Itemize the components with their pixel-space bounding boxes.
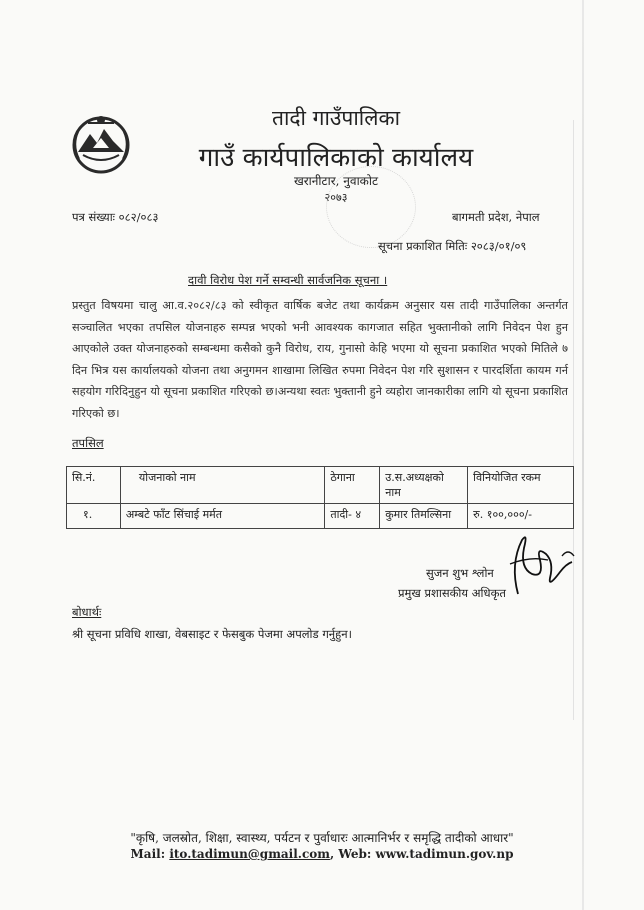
notice-subject: दावी विरोध पेश गर्ने सम्वन्धी सार्वजनिक सूचना । <box>188 273 388 287</box>
reference-number: पत्र संख्याः ०८२/०८३ <box>72 210 159 224</box>
mail-label: Mail: <box>130 847 166 861</box>
signatory-position: प्रमुख प्रशासकीय अधिकृत <box>398 586 506 600</box>
col-header-project-name: योजनाको नाम <box>120 467 324 504</box>
website-link[interactable]: www.tadimun.gov.np <box>375 847 514 861</box>
scan-edge-line <box>573 120 574 720</box>
province-label: बागमती प्रदेश, नेपाल <box>452 210 540 224</box>
cell-project-name: अम्बटे फाँट सिंचाई मर्मत <box>120 504 324 529</box>
col-header-serial: सि.नं. <box>67 467 121 504</box>
scan-edge-shadow <box>582 0 584 910</box>
faded-stamp <box>326 166 416 248</box>
cell-committee-chair: कुमार तिमल्सिना <box>380 504 468 529</box>
established-year: २०७३ <box>324 191 348 204</box>
footer-motto: "कृषि, जलस्रोत, शिक्षा, स्वास्थ्य, पर्यटन र पुर्वाधारः आत्मानिर्भर र समृद्धि तादीको आधार" <box>130 831 514 845</box>
office-address: खरानीटार, नुवाकोट <box>293 174 379 188</box>
cell-address: तादी- ४ <box>325 504 380 529</box>
footer-contact <box>0 847 644 861</box>
cc-text: श्री सूचना प्रविधि शाखा, वेबसाइट र फेसबुक पेजमा अपलोड गर्नुहुन। <box>72 627 353 641</box>
cc-label: बोधार्थः <box>72 605 102 619</box>
projects-table <box>66 466 574 529</box>
table-header-row <box>67 467 574 504</box>
published-date: सूचना प्रकाशित मितिः २०८३/०१/०९ <box>378 239 527 253</box>
notice-body: प्रस्तुत विषयमा चालु आ.व.२०८२/८३ को स्वीकृत वार्षिक बजेट तथा कार्यक्रम अनुसार यस तादी गाउँपालिका अन्तर्गत सञ्चालित भएका तपसिल योजनाहरु सम्पन्न भएको भनी आवश्यक कागजात सहित भुक्तानीको लागि निवेदन पेश हुन आएकोले उक्त योजनाहरुको सम्बन्धमा कसैको कुनै विरोध, राय, गुनासो केहि भएमा यो सूचना प्रकाशित भएको मितिले ७ दिन भित्र यस कार्यालयको योजना तथा अनुगमन शाखामा लिखित रुपमा निवेदन पेश गरि सुशासन र पारदर्शिता कायम गर्न सहयोग गरिदिनुहुन यो सूचना प्रकाशित गरिएको छ।अन्यथा स्वतः भुक्तानी हुने व्यहोरा जानकारीका लागि यो सूचना प्रकाशित गरिएको छ। <box>72 299 568 420</box>
cell-serial: १. <box>67 504 121 529</box>
table-row <box>67 504 574 529</box>
municipality-name: तादी गाउँपालिका <box>271 106 401 130</box>
col-header-address: ठेगाना <box>325 467 380 504</box>
office-name: गाउँ कार्यपालिकाको कार्यालय <box>198 143 474 173</box>
col-header-committee-chair: उ.स.अध्यक्षको नाम <box>380 467 468 504</box>
signatory-name: सुजन शुभ श्लोन <box>426 566 494 580</box>
col-header-allocated-amount: विनियोजित रकम <box>468 467 574 504</box>
cell-allocated-amount: रु. १००,०००/- <box>468 504 574 529</box>
email-link[interactable]: ito.tadimun@gmail.com <box>169 847 330 861</box>
details-label: तपसिल <box>72 436 104 450</box>
web-label: , Web: <box>329 847 372 861</box>
